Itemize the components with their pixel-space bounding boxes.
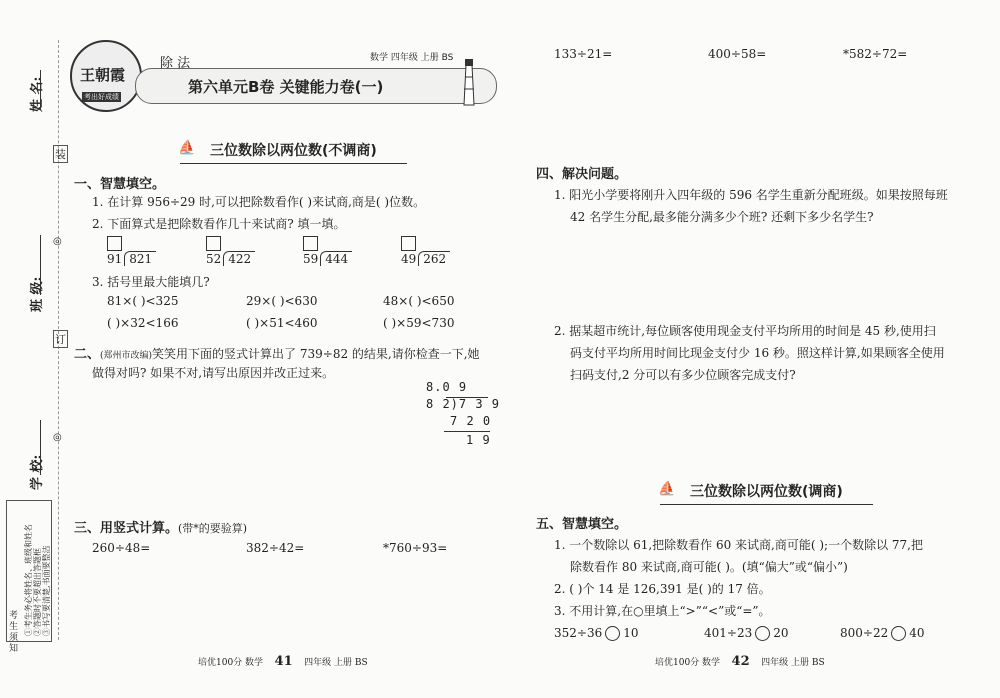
page-number: 41 xyxy=(274,654,293,669)
inequality[interactable]: 48×( )<650 xyxy=(383,294,455,308)
name-underline xyxy=(40,70,41,110)
answer-box[interactable] xyxy=(401,236,416,251)
s4-heading: 四、解决问题。 xyxy=(536,167,628,182)
compare-item: 800÷22 40 xyxy=(840,626,925,640)
answer-box[interactable] xyxy=(303,236,318,251)
name-label: 姓 名: xyxy=(30,76,45,112)
longdiv-4: 49 262 xyxy=(401,236,450,266)
class-underline xyxy=(40,235,41,295)
s5-heading: 五、智慧填空。 xyxy=(536,517,628,532)
calc-item[interactable]: 382÷42= xyxy=(246,541,305,555)
s5-q1-2: 除数看作 80 来试商,商可能( )。(填“偏大”或“偏小”) xyxy=(570,560,848,574)
exam-notice-box xyxy=(6,500,52,654)
page-number: 42 xyxy=(731,654,750,669)
header-meta: 数学 四年级 上册 BS xyxy=(370,53,454,63)
binding-dot: ◎ xyxy=(53,236,62,247)
answer-box[interactable] xyxy=(206,236,221,251)
s4-q2-2: 码支付平均所用时间比现金支付少 16 秒。照这样计算,如果顾客全使用 xyxy=(570,346,945,360)
sailboat-icon: ⛵ xyxy=(658,481,676,497)
s5-q1-1: 1. 一个数除以 61,把除数看作 60 来试商,商可能( );一个数除以 77,把 xyxy=(554,538,923,552)
footer-left: 培优100分 数学 41 四年级 上册 BS xyxy=(198,654,368,669)
longdiv-2: 52 422 xyxy=(206,236,255,266)
compare-item: 401÷23 20 xyxy=(704,626,789,640)
logo xyxy=(70,40,142,112)
subtraction-line xyxy=(444,431,490,432)
s2-heading: 二、(郑州市改编)笑笑用下面的竖式计算出了 739÷82 的结果,请你检查一下,她 xyxy=(74,347,480,362)
inequality[interactable]: ( )×32<166 xyxy=(107,316,179,330)
s1-q2: 2. 下面算式是把除数看作几十来试商? 填一填。 xyxy=(92,217,346,231)
section-title-no-adjust: ⛵ 三位数除以两位数(不调商) xyxy=(210,140,377,160)
page-title: 第六单元B卷 关键能力卷(一) xyxy=(188,78,384,96)
longdiv-3: 59 444 xyxy=(303,236,352,266)
calc-item[interactable]: *582÷72= xyxy=(843,47,908,61)
binding-dot: ◎ xyxy=(53,432,62,443)
longdiv-1: 91 821 xyxy=(107,236,156,266)
chapter-label: 除 法 xyxy=(160,56,191,71)
s4-q1-2: 42 名学生分配,最多能分满多少个班? 还剩下多少名学生? xyxy=(570,210,874,224)
s5-q3: 3. 不用计算,在○里填上“>”“<”或“=”。 xyxy=(554,604,771,618)
binding-tag-b: 订 xyxy=(53,330,68,348)
calc-item[interactable]: *760÷93= xyxy=(383,541,448,555)
compare-circle[interactable] xyxy=(605,626,620,641)
compare-circle[interactable] xyxy=(755,626,770,641)
s2-text-2: 做得对吗? 如果不对,请写出原因并改正过来。 xyxy=(92,366,335,380)
calc-item[interactable]: 133÷21= xyxy=(554,47,613,61)
class-label: 班 级: xyxy=(30,276,45,312)
inequality[interactable]: 29×( )<630 xyxy=(246,294,318,308)
compare-item: 352÷36 10 xyxy=(554,626,639,640)
notice-item-1: ①考生务必将姓名、班级和姓名 xyxy=(24,524,33,636)
compare-circle[interactable] xyxy=(891,626,906,641)
school-label: 学 校: xyxy=(30,454,45,490)
division-bracket-line xyxy=(446,397,488,398)
binding-tag-a: 装 xyxy=(53,145,68,163)
notice-item-2: ②答题时不要超出答题框 xyxy=(33,548,42,636)
vertical-calc-row: 7 2 0 xyxy=(450,414,492,428)
lighthouse-icon xyxy=(456,55,482,111)
calc-item[interactable]: 400÷58= xyxy=(708,47,767,61)
s1-heading: 一、智慧填空。 xyxy=(74,177,166,192)
s3-heading: 三、用竖式计算。(带*的要验算) xyxy=(74,521,248,536)
s4-q1-1: 1. 阳光小学要将刚升入四年级的 596 名学生重新分配班级。如果按照每班 xyxy=(554,188,948,202)
s5-q2: 2. ( )个 14 是 126,391 是( )的 17 倍。 xyxy=(554,582,771,596)
inequality[interactable]: 81×( )<325 xyxy=(107,294,179,308)
s4-q2-1: 2. 据某超市统计,每位顾客使用现金支付平均所用的时间是 45 秒,使用扫 xyxy=(554,324,936,338)
vertical-calc-row: 1 9 xyxy=(466,433,491,447)
sailboat-icon: ⛵ xyxy=(178,140,196,156)
answer-box[interactable] xyxy=(107,236,122,251)
inequality[interactable]: ( )×51<460 xyxy=(246,316,318,330)
school-underline xyxy=(40,420,41,475)
s4-q2-3: 扫码支付,2 分可以有多少位顾客完成支付? xyxy=(570,368,796,382)
footer-right: 培优100分 数学 42 四年级 上册 BS xyxy=(655,654,825,669)
section-title-adjust: ⛵ 三位数除以两位数(调商) xyxy=(690,481,843,501)
logo-sub: 考出好成绩 xyxy=(84,93,119,101)
notice-item-3: ③书写要清楚,书面要整洁 xyxy=(42,545,51,636)
inequality[interactable]: ( )×59<730 xyxy=(383,316,455,330)
s1-q3: 3. 括号里最大能填几? xyxy=(92,275,210,289)
calc-item[interactable]: 260÷48= xyxy=(92,541,151,555)
vertical-calc-row: 8 2)7 3 9 xyxy=(426,397,501,411)
logo-text: 王朝霞 xyxy=(80,66,126,84)
vertical-calc-row: 8.0 9 xyxy=(426,380,468,394)
notice-tag: 考生须知 xyxy=(9,611,19,654)
s1-q1: 1. 在计算 956÷29 时,可以把除数看作( )来试商,商是( )位数。 xyxy=(92,195,426,209)
